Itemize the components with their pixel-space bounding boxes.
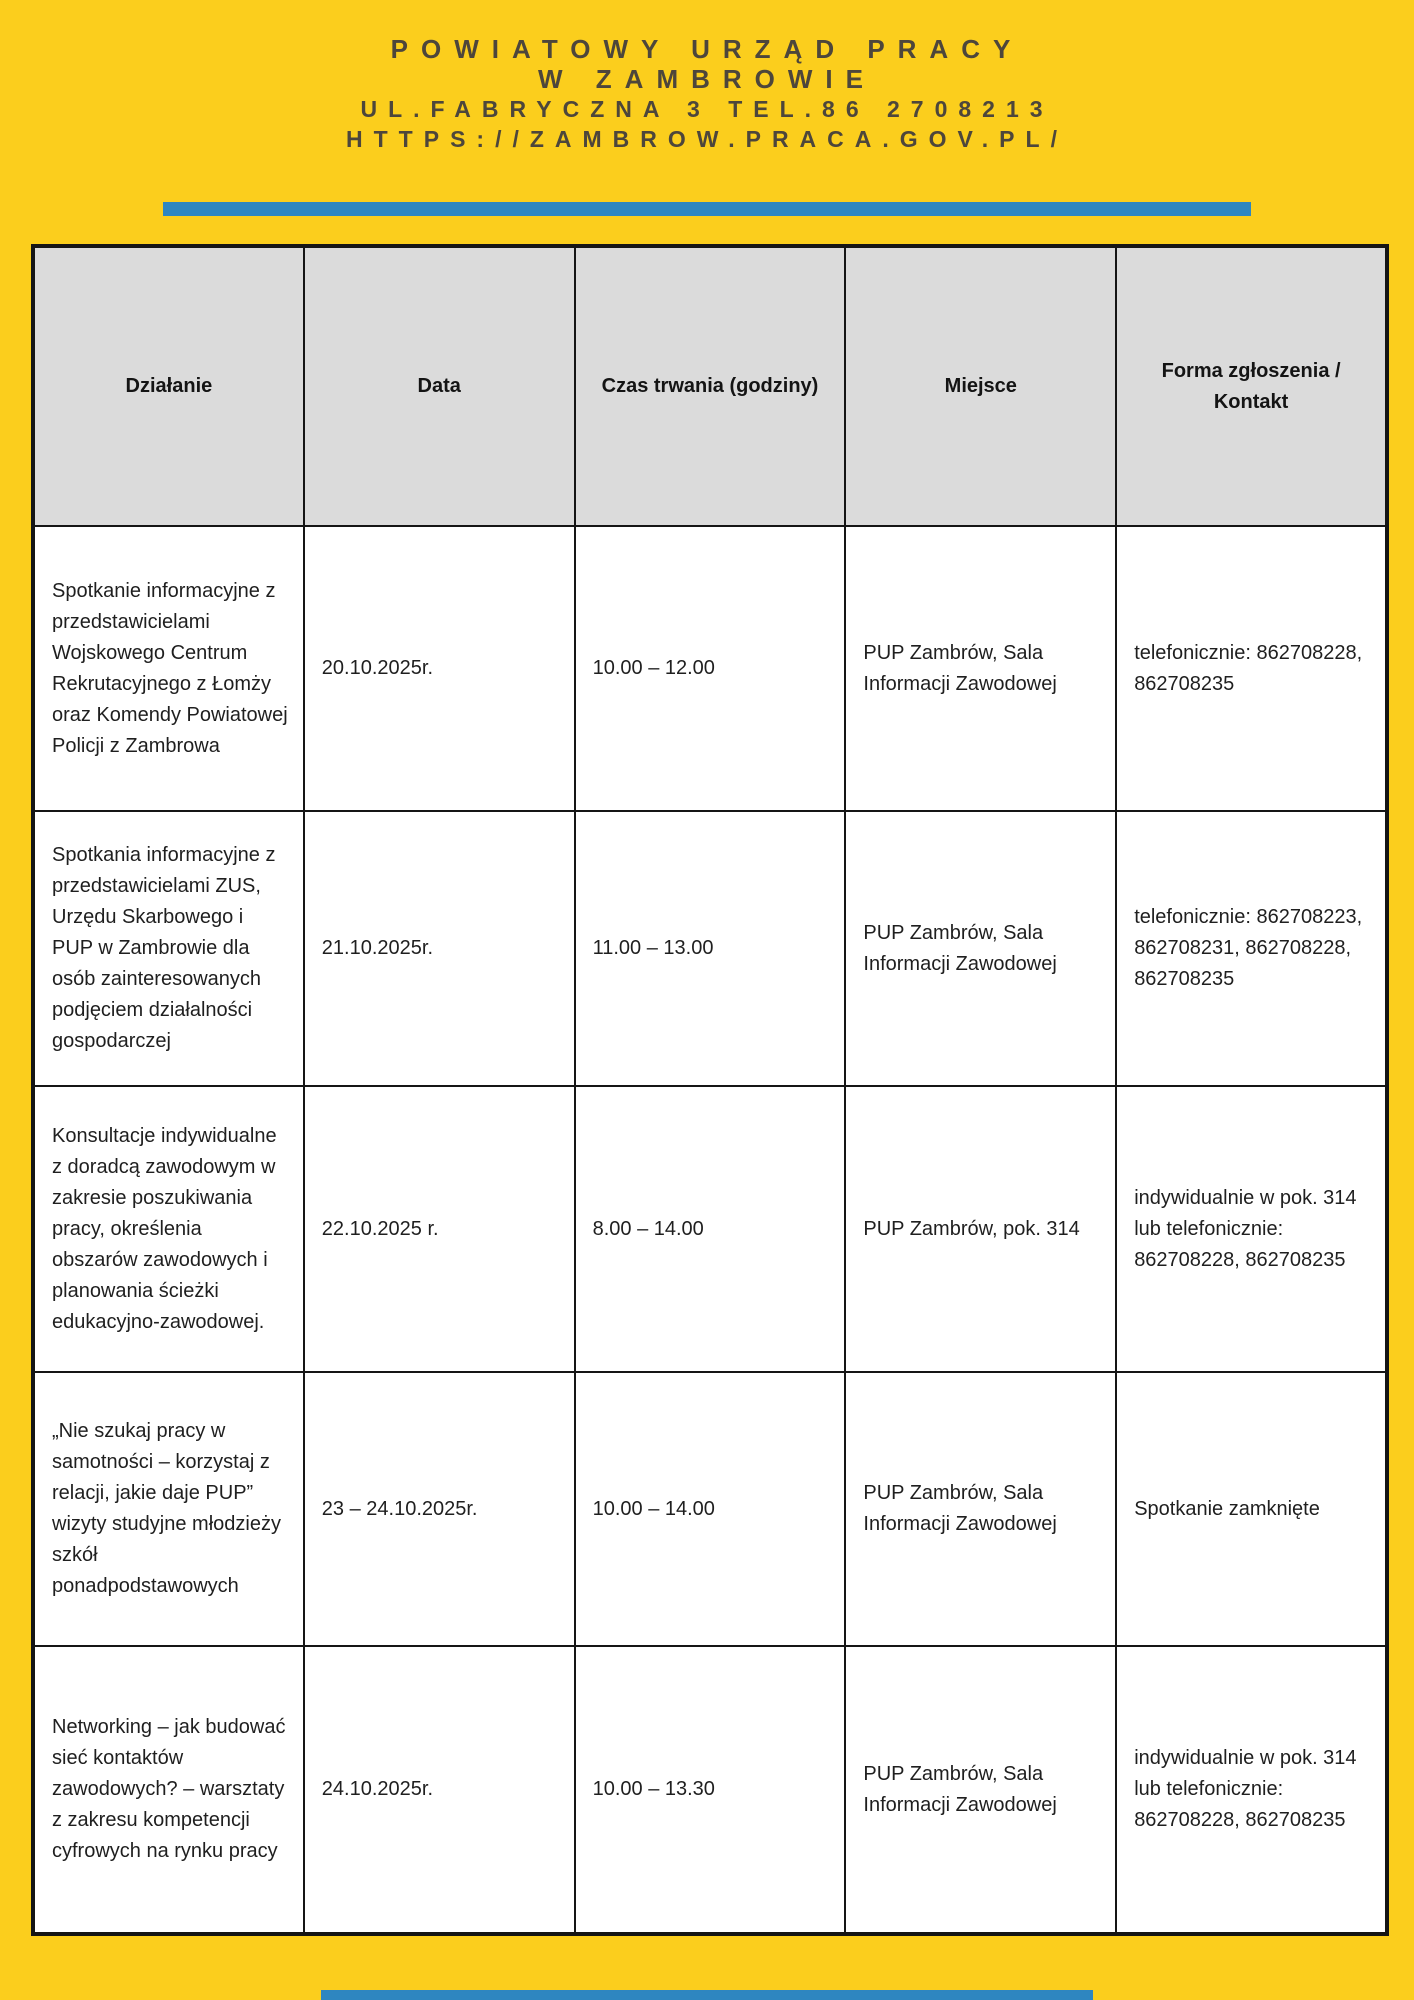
cell-activity: „Nie szukaj pracy w samotności – korzystaj z relacji, jakie daje PUP” wizyty studyjne młodzieży szkół ponadpodstawowych: [33, 1372, 304, 1646]
top-divider-bar: [163, 202, 1251, 216]
cell-location: PUP Zambrów, Sala Informacji Zawodowej: [845, 526, 1116, 811]
cell-activity: Networking – jak budować sieć kontaktów zawodowych? – warsztaty z zakresu kompetencji cyfrowych na rynku pracy: [33, 1646, 304, 1934]
cell-date: 23 – 24.10.2025r.: [304, 1372, 575, 1646]
cell-contact: telefonicznie: 862708228, 862708235: [1116, 526, 1387, 811]
cell-date: 24.10.2025r.: [304, 1646, 575, 1934]
cell-date: 20.10.2025r.: [304, 526, 575, 811]
cell-contact: telefonicznie: 862708223, 862708231, 862708228, 862708235: [1116, 811, 1387, 1086]
schedule-table: [31, 244, 1389, 1936]
cell-date: 22.10.2025 r.: [304, 1086, 575, 1372]
bottom-divider-bar: [321, 1990, 1093, 2000]
cell-duration: 8.00 – 14.00: [575, 1086, 846, 1372]
org-header: [0, 0, 1414, 154]
column-header-miejsce: Miejsce: [845, 246, 1116, 526]
org-address-phone: UL.FABRYCZNA 3 TEL.86 2708213: [360, 96, 1054, 122]
table-row: [33, 1372, 1387, 1646]
org-name-line-2: W ZAMBROWIE: [538, 64, 876, 94]
table-header-row: [33, 246, 1387, 526]
cell-location: PUP Zambrów, Sala Informacji Zawodowej: [845, 1372, 1116, 1646]
table-row: [33, 1646, 1387, 1934]
org-name-line-1: POWIATOWY URZĄD PRACY: [390, 34, 1024, 64]
cell-location: PUP Zambrów, Sala Informacji Zawodowej: [845, 1646, 1116, 1934]
table-row: [33, 1086, 1387, 1372]
cell-contact: indywidualnie w pok. 314 lub telefonicznie: 862708228, 862708235: [1116, 1086, 1387, 1372]
cell-location: PUP Zambrów, pok. 314: [845, 1086, 1116, 1372]
column-header-czas-trwania: Czas trwania (godziny): [575, 246, 846, 526]
column-header-dzialanie: Działanie: [33, 246, 304, 526]
cell-activity: Konsultacje indywidualne z doradcą zawodowym w zakresie poszukiwania pracy, określenia obszarów zawodowych i planowania ścieżki edukacyjno-zawodowej.: [33, 1086, 304, 1372]
column-header-data: Data: [304, 246, 575, 526]
cell-duration: 11.00 – 13.00: [575, 811, 846, 1086]
cell-duration: 10.00 – 12.00: [575, 526, 846, 811]
cell-date: 21.10.2025r.: [304, 811, 575, 1086]
org-website-url: HTTPS://ZAMBROW.PRACA.GOV.PL/: [346, 126, 1068, 152]
cell-activity: Spotkania informacyjne z przedstawicielami ZUS, Urzędu Skarbowego i PUP w Zambrowie dla osób zainteresowanych podjęciem działalności gospodarczej: [33, 811, 304, 1086]
cell-contact: Spotkanie zamknięte: [1116, 1372, 1387, 1646]
cell-duration: 10.00 – 14.00: [575, 1372, 846, 1646]
table-row: [33, 526, 1387, 811]
cell-activity: Spotkanie informacyjne z przedstawicielami Wojskowego Centrum Rekrutacyjnego z Łomży oraz Komendy Powiatowej Policji z Zambrowa: [33, 526, 304, 811]
cell-duration: 10.00 – 13.30: [575, 1646, 846, 1934]
column-header-forma-zgloszenia: Forma zgłoszenia / Kontakt: [1116, 246, 1387, 526]
table-row: [33, 811, 1387, 1086]
cell-contact: indywidualnie w pok. 314 lub telefonicznie: 862708228, 862708235: [1116, 1646, 1387, 1934]
cell-location: PUP Zambrów, Sala Informacji Zawodowej: [845, 811, 1116, 1086]
